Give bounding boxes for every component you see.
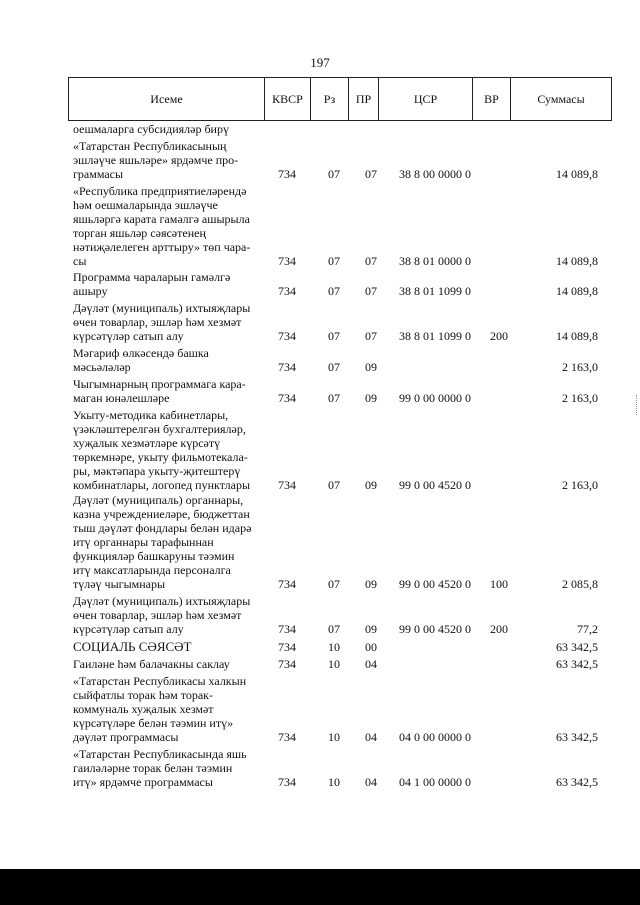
row-rz: 10 — [328, 775, 340, 789]
row-pr: 04 — [365, 775, 377, 789]
row-csr: 99 0 00 0000 0 — [399, 391, 471, 405]
row-pr: 09 — [365, 391, 377, 405]
row-csr: 04 0 00 0000 0 — [399, 730, 471, 744]
row-name: Мәгариф өлкәсендә башка мәсьәләләр — [73, 346, 209, 374]
row-name: Чыгымнарның программага кара- маган юнәлешләре — [73, 377, 246, 405]
row-csr: 99 0 00 4520 0 — [399, 622, 471, 636]
row-sum: 14 089,8 — [556, 329, 598, 343]
row-sum: 2 163,0 — [562, 391, 598, 405]
row-name: Дәүләт (муниципаль) ихтыяҗлары өчен товарлар, эшләр һәм хезмәт күрсәтүләр сатып алу — [73, 594, 251, 636]
row-sum: 63 342,5 — [556, 730, 598, 744]
row-kbsr: 734 — [278, 657, 296, 671]
column-header-csr: ЦСР — [379, 78, 473, 121]
row-rz: 10 — [328, 640, 340, 654]
row-rz: 07 — [328, 284, 340, 298]
row-name: «Татарстан Республикасының эшләүче яшьләре» ярдәмче про- граммасы — [73, 139, 239, 181]
row-pr: 07 — [365, 167, 377, 181]
row-pr: 09 — [365, 360, 377, 374]
row-pr: 07 — [365, 329, 377, 343]
row-sum: 14 089,8 — [556, 284, 598, 298]
row-vr: 200 — [490, 622, 508, 636]
row-rz: 07 — [328, 391, 340, 405]
row-kbsr: 734 — [278, 622, 296, 636]
row-kbsr: 734 — [278, 775, 296, 789]
row-rz: 07 — [328, 622, 340, 636]
column-header-rz: Рз — [311, 78, 349, 121]
row-name: СОЦИАЛЬ СӘЯСӘТ — [73, 639, 192, 654]
row-name: «Татарстан Республикасы халкын сыйфатлы торак һәм торак- коммуналь хуҗалык хезмәт күрсәтүләре белән тәэмин итү» дәүләт программасы — [73, 674, 247, 744]
row-csr: 04 1 00 0000 0 — [399, 775, 471, 789]
row-name: Гаиләне һәм балачакны саклау — [73, 657, 230, 671]
row-name: Укыту-методика кабинетлары, үзәкләштерелгән бухгалтерияләр, хуҗалык хезмәтләре күрсәтү төркемнәре, укыту фильмотекала- ры, мәктәпара укыту-җитештерү комбинатлары, логопед пунктлары — [73, 408, 251, 492]
row-pr: 09 — [365, 577, 377, 591]
row-pr: 09 — [365, 478, 377, 492]
row-csr: 38 8 01 0000 0 — [399, 254, 471, 268]
row-kbsr: 734 — [278, 391, 296, 405]
row-sum: 2 163,0 — [562, 360, 598, 374]
row-pr: 04 — [365, 657, 377, 671]
column-header-sum: Суммасы — [511, 78, 612, 121]
row-name: Дәүләт (муниципаль) органнары, казна учреждениеләре, бюджеттан тыш дәүләт фондлары белән идарә итү органнары тарафыннан функцияләр башкаруны тәэмин итү максатларында персоналга түләү чыгымнары — [73, 493, 252, 591]
row-pr: 07 — [365, 254, 377, 268]
row-sum: 63 342,5 — [556, 775, 598, 789]
row-name: Программа чараларын гамәлгә ашыру — [73, 270, 231, 298]
row-pr: 00 — [365, 640, 377, 654]
column-header-kbsr: КВСР — [265, 78, 311, 121]
row-kbsr: 734 — [278, 478, 296, 492]
row-rz: 10 — [328, 730, 340, 744]
row-pr: 09 — [365, 622, 377, 636]
row-rz: 07 — [328, 478, 340, 492]
row-csr: 38 8 01 1099 0 — [399, 284, 471, 298]
row-csr: 38 8 01 1099 0 — [399, 329, 471, 343]
row-csr: 38 8 00 0000 0 — [399, 167, 471, 181]
row-pr: 07 — [365, 284, 377, 298]
row-rz: 07 — [328, 577, 340, 591]
row-rz: 07 — [328, 167, 340, 181]
row-kbsr: 734 — [278, 730, 296, 744]
column-header-pr: ПР — [349, 78, 379, 121]
scan-bottom-border — [0, 869, 640, 905]
row-kbsr: 734 — [278, 360, 296, 374]
row-name: оешмаларга субсидияләр бирү — [73, 122, 229, 136]
row-pr: 04 — [365, 730, 377, 744]
row-vr: 100 — [490, 577, 508, 591]
row-kbsr: 734 — [278, 167, 296, 181]
page-number: 197 — [310, 55, 330, 70]
row-rz: 07 — [328, 254, 340, 268]
row-sum: 2 085,8 — [562, 577, 598, 591]
row-name: Дәүләт (муниципаль) ихтыяҗлары өчен товарлар, эшләр һәм хезмәт күрсәтүләр сатып алу — [73, 301, 251, 343]
row-kbsr: 734 — [278, 284, 296, 298]
scan-edge-mark — [636, 395, 639, 415]
row-name: «Республика предприятиеләрендә һәм оешмаларында эшләүче яшьләргә карата гамәлгә ашырыла торган яшьләр сәясәтенең нәтиҗәлелеген арттыру» төп чара- сы — [73, 184, 251, 268]
column-header-name: Исеме — [69, 78, 265, 121]
row-kbsr: 734 — [278, 254, 296, 268]
row-sum: 2 163,0 — [562, 478, 598, 492]
row-sum: 14 089,8 — [556, 254, 598, 268]
column-header-vr: ВР — [473, 78, 511, 121]
row-csr: 99 0 00 4520 0 — [399, 577, 471, 591]
row-rz: 07 — [328, 360, 340, 374]
row-sum: 63 342,5 — [556, 640, 598, 654]
row-sum: 14 089,8 — [556, 167, 598, 181]
row-kbsr: 734 — [278, 329, 296, 343]
row-sum: 77,2 — [577, 622, 598, 636]
row-kbsr: 734 — [278, 577, 296, 591]
row-rz: 07 — [328, 329, 340, 343]
row-vr: 200 — [490, 329, 508, 343]
row-csr: 99 0 00 4520 0 — [399, 478, 471, 492]
table-header — [68, 77, 612, 121]
row-rz: 10 — [328, 657, 340, 671]
row-kbsr: 734 — [278, 640, 296, 654]
row-sum: 63 342,5 — [556, 657, 598, 671]
row-name: «Татарстан Республикасында яшь гаиләләрне торак белән тәэмин итү» ярдәмче программасы — [73, 747, 247, 789]
